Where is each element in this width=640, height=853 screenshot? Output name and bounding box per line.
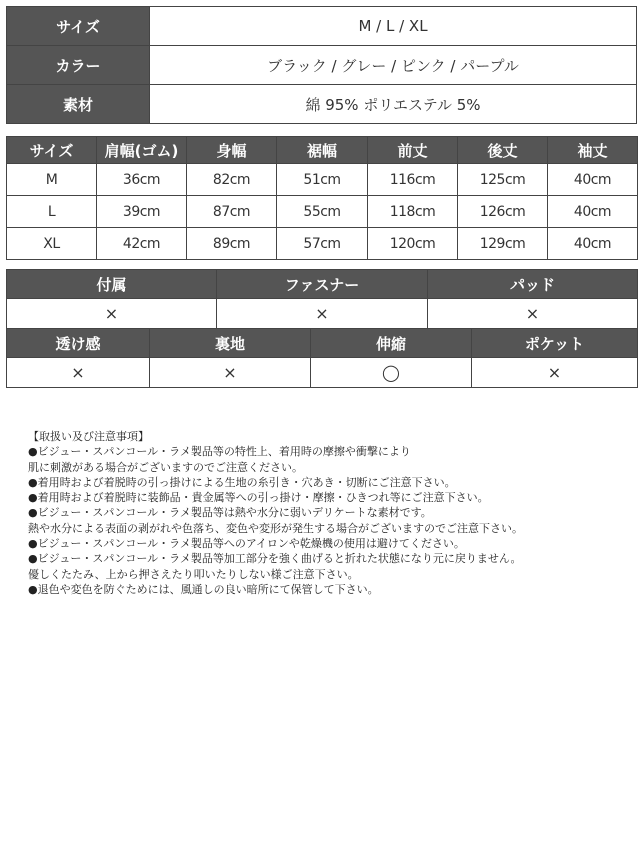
table-cell: 129cm [458,228,548,260]
sheerness-header: 透け感 [7,329,150,358]
table-cell: 40cm [548,196,638,228]
note-line: ●着用時および着脱時に装飾品・貴金属等への引っ掛け・摩擦・ひきつれ等にご注意下さい。 [28,491,489,505]
size-table [6,136,638,260]
size-cell: XL [7,228,97,260]
table-row [7,358,638,388]
spec-label: サイズ [7,7,150,46]
table-cell: 89cm [187,228,277,260]
note-line: ●退色や変色を防ぐためには、風通しの良い暗所にて保管して下さい。 [28,582,379,596]
note-line: ●着用時および着脱時の引っ掛けによる生地の糸引き・穴あき・切断にご注意下さい。 [28,475,456,489]
note-line: 優しくたたみ、上から押さえたり叩いたりしない様ご注意下さい。 [28,567,359,581]
spec-label: カラー [7,46,150,85]
table-cell: 42cm [97,228,187,260]
spec-row-material [7,85,637,124]
table-row [7,228,638,260]
attachment-header: 付属 [7,270,217,299]
pad-header: パッド [428,270,638,299]
accessories-header [7,270,638,299]
pad-value: × [428,299,638,329]
note-line: 熱や水分による表面の剥がれや色落ち、変色や変形が発生する場合がございますのでご注意下さい。 [28,521,523,535]
table-cell: 51cm [277,164,368,196]
column-header: 前丈 [368,137,458,164]
zipper-header: ファスナー [217,270,428,299]
spec-value: ブラック / グレー / ピンク / パープル [150,46,637,85]
pocket-header: ポケット [472,329,638,358]
table-cell: 87cm [187,196,277,228]
column-header: 身幅 [187,137,277,164]
table-cell: 116cm [368,164,458,196]
accessories-table [6,269,638,329]
table-cell: 125cm [458,164,548,196]
table-cell: 120cm [368,228,458,260]
size-table-header [7,137,638,164]
table-cell: 126cm [458,196,548,228]
fabric-features-table [6,328,638,388]
table-cell: 36cm [97,164,187,196]
pocket-value: × [472,358,638,388]
size-cell: L [7,196,97,228]
attachment-value: × [7,299,217,329]
spec-value: 綿 95% ポリエステル 5% [150,85,637,124]
size-cell: M [7,164,97,196]
table-cell: 55cm [277,196,368,228]
note-line: ●ビジュー・スパンコール・ラメ製品等は熱や水分に弱いデリケートな素材です。 [28,506,432,520]
notes-heading: 【取扱い及び注意事項】 [28,430,149,443]
spec-label: 素材 [7,85,150,124]
table-cell: 57cm [277,228,368,260]
lining-header: 裏地 [150,329,311,358]
spec-row-color [7,46,637,85]
note-line: 肌に刺激がある場合がございますのでご注意ください。 [28,460,303,474]
table-cell: 39cm [97,196,187,228]
table-row [7,164,638,196]
note-line: ●ビジュー・スパンコール・ラメ製品等へのアイロンや乾燥機の使用は避けてください。 [28,537,465,551]
table-cell: 40cm [548,228,638,260]
table-cell: 118cm [368,196,458,228]
sheerness-value: × [7,358,150,388]
table-row [7,299,638,329]
stretch-header: 伸縮 [311,329,472,358]
column-header: 肩幅(ゴム) [97,137,187,164]
column-header: サイズ [7,137,97,164]
spec-table [6,6,637,124]
spec-row-size [7,7,637,46]
table-row [7,196,638,228]
stretch-value: ◯ [311,358,472,388]
table-cell: 40cm [548,164,638,196]
zipper-value: × [217,299,428,329]
note-line: ●ビジュー・スパンコール・ラメ製品等の特性上、着用時の摩擦や衝撃により [28,445,411,459]
care-notes [28,429,628,597]
column-header: 後丈 [458,137,548,164]
features-header [7,329,638,358]
note-line: ●ビジュー・スパンコール・ラメ製品等加工部分を強く曲げると折れた状態になり元に戻りません。 [28,552,522,566]
column-header: 裾幅 [277,137,368,164]
table-cell: 82cm [187,164,277,196]
spec-value: M / L / XL [150,7,637,46]
column-header: 袖丈 [548,137,638,164]
lining-value: × [150,358,311,388]
